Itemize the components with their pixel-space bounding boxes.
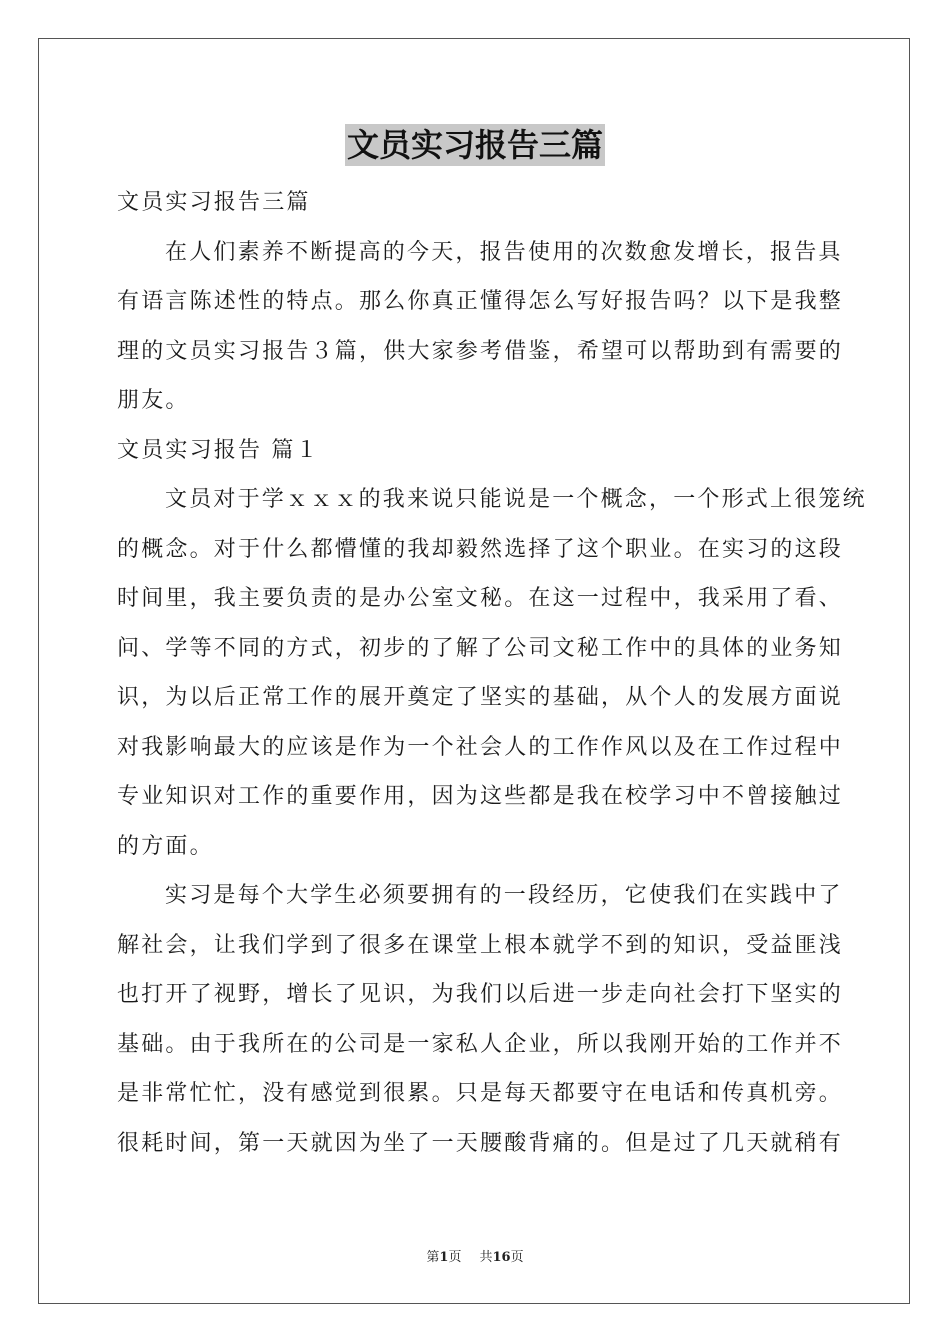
footer-page-prefix: 第	[426, 1250, 440, 1265]
text-line: 文员对于学ｘｘｘ的我来说只能说是一个概念，一个形式上很笼统	[165, 487, 867, 512]
text-line: 文员实习报告 篇１	[117, 437, 320, 463]
document-title: 文员实习报告三篇	[346, 126, 603, 164]
text-line: 对我影响最大的应该是作为一个社会人的工作作风以及在工作过程中	[117, 734, 844, 760]
text-line: 实习是每个大学生必须要拥有的一段经历，它使我们在实践中了	[165, 883, 843, 908]
footer-page-number: 1	[439, 1250, 449, 1265]
text-line: 解社会，让我们学到了很多在课堂上根本就学不到的知识，受益匪浅	[117, 932, 844, 958]
text-line: 有语言陈述性的特点。那么你真正懂得怎么写好报告吗？以下是我整	[117, 289, 844, 314]
text-line: 时间里，我主要负责的是办公室文秘。在这一过程中，我采用了看、	[117, 586, 844, 611]
text-line: 在人们素养不断提高的今天，报告使用的次数愈发增长，报告具	[165, 239, 843, 265]
text-line: 是非常忙忙，没有感觉到很累。只是每天都要守在电话和传真机旁。	[117, 1081, 844, 1106]
footer-page-suffix: 页	[448, 1250, 462, 1265]
text-line: 问、学等不同的方式，初步的了解了公司文秘工作中的具体的业务知	[117, 635, 844, 661]
text-line: 也打开了视野，增长了见识，为我们以后进一步走向社会打下坚实的	[117, 982, 844, 1007]
text-line: 专业知识对工作的重要作用，因为这些都是我在校学习中不曾接触过	[117, 784, 844, 809]
footer-total-pages: 16	[492, 1250, 511, 1265]
text-line: 的概念。对于什么都懵懂的我却毅然选择了这个职业。在实习的这段	[117, 536, 844, 562]
text-line: 文员实习报告三篇	[117, 190, 311, 215]
document-body	[117, 178, 867, 1168]
text-line: 朋友。	[117, 388, 190, 413]
text-line: 理的文员实习报告３篇，供大家参考借鉴，希望可以帮助到有需要的	[117, 338, 844, 364]
text-line: 的方面。	[117, 833, 214, 859]
footer-total-suffix: 页	[510, 1250, 524, 1265]
text-line: 很耗时间，第一天就因为坐了一天腰酸背痛的。但是过了几天就稍有	[117, 1130, 844, 1156]
text-line: 基础。由于我所在的公司是一家私人企业，所以我刚开始的工作并不	[117, 1031, 844, 1057]
page-footer	[0, 1246, 950, 1265]
text-line: 识，为以后正常工作的展开奠定了坚实的基础，从个人的发展方面说	[117, 685, 844, 710]
document-title-wrapper	[0, 124, 950, 168]
footer-total-prefix: 共	[479, 1250, 493, 1265]
